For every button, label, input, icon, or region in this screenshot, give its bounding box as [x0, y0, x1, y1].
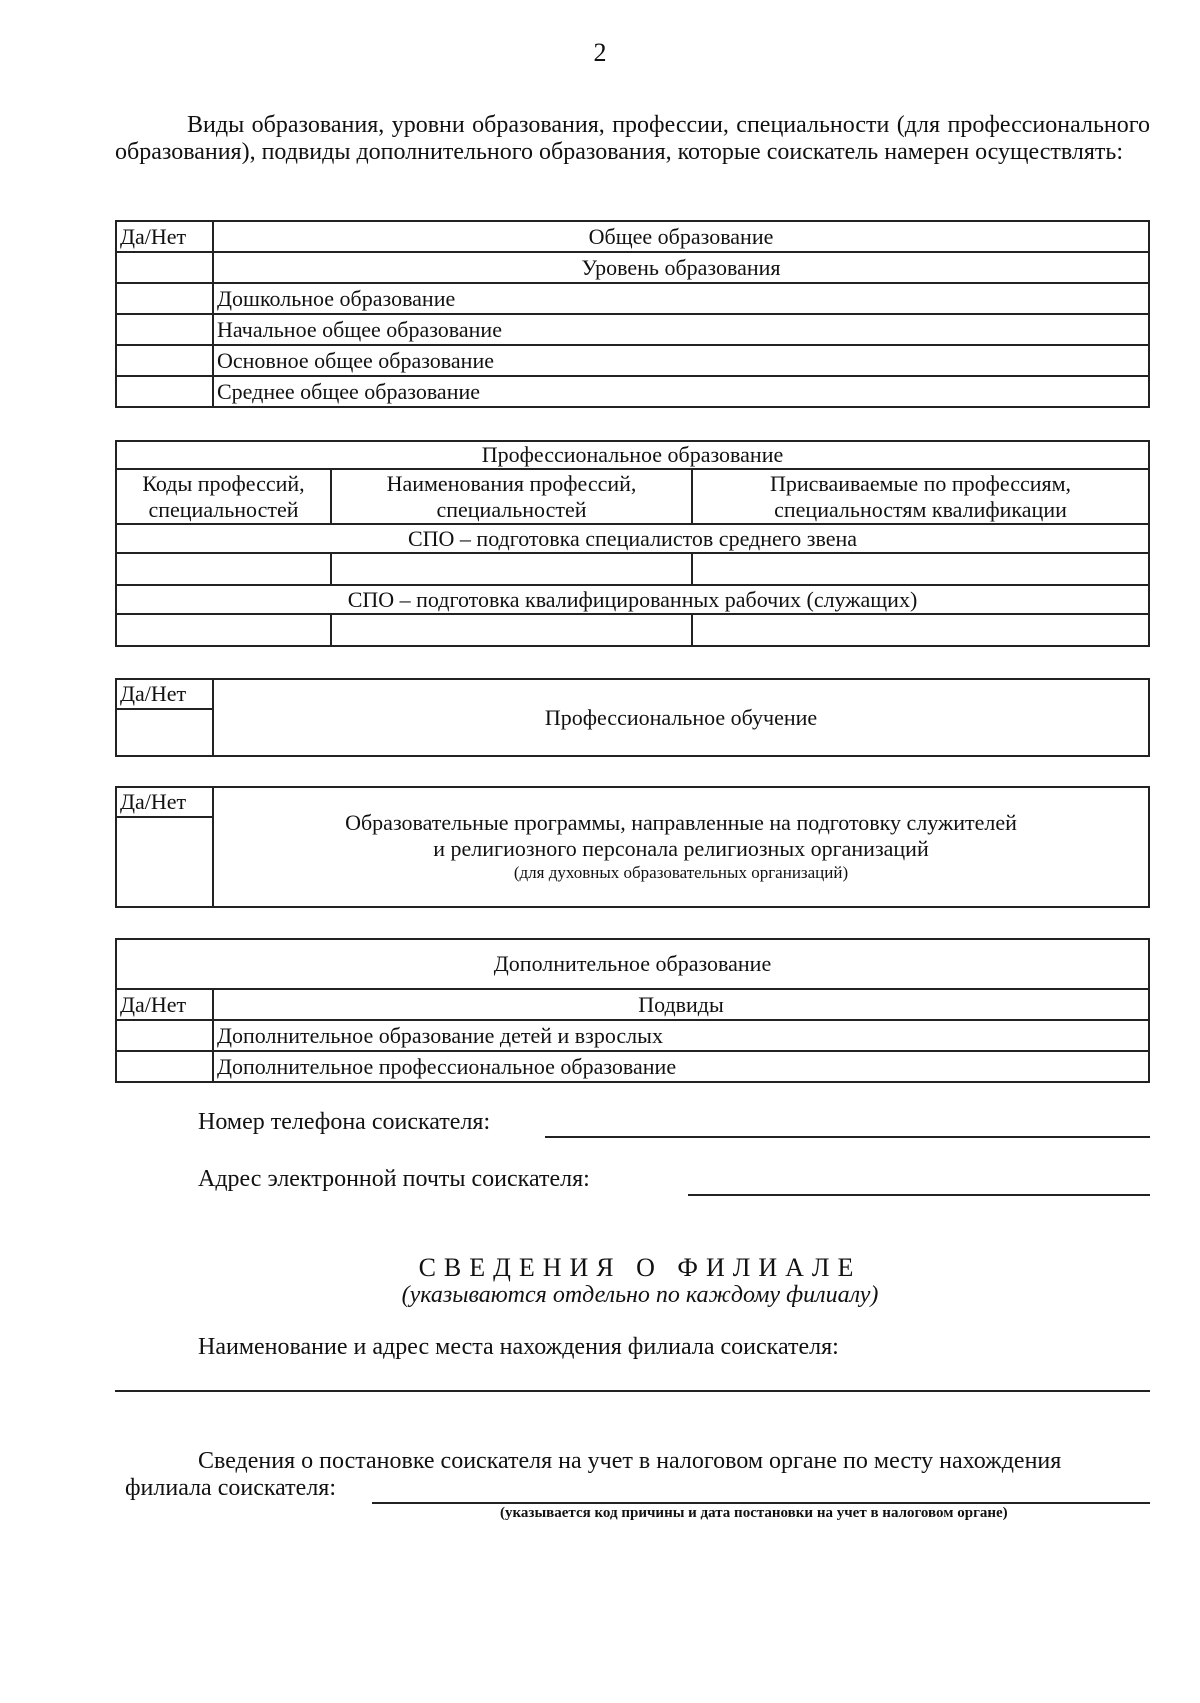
professional-training-table: [115, 678, 1150, 757]
religious-programs-table: [115, 786, 1150, 908]
spo-mid-code-cell[interactable]: [116, 553, 331, 585]
religious-line-1: Образовательные программы, направленные на подготовку служителей: [345, 810, 1017, 835]
page-number: 2: [593, 38, 607, 67]
spo-workers-code-cell[interactable]: [116, 614, 331, 646]
general-level-item: Основное общее образование: [213, 345, 1149, 376]
religious-description: [213, 787, 1149, 907]
general-yes-no-cell[interactable]: [116, 376, 213, 407]
general-education-table: [115, 220, 1150, 408]
branch-tax-input-line[interactable]: [372, 1502, 1150, 1504]
professional-education-table: [115, 440, 1150, 647]
religious-yes-no-label: Да/Нет: [117, 788, 212, 818]
intro-paragraph: Виды образования, уровни образования, профессии, специальности (для профессионального образования), подвиды дополнительного образования, которые соискатель намерен осуществлять:: [115, 112, 1150, 165]
training-yes-no-cell[interactable]: [116, 679, 213, 756]
spo-mid-qualification-cell[interactable]: [692, 553, 1149, 585]
professional-title: Профессиональное образование: [116, 441, 1149, 469]
branch-tax-note: (указывается код причины и дата постановки на учет в налоговом органе): [500, 1505, 1008, 1521]
general-yes-no-cell[interactable]: [116, 252, 213, 283]
professional-col-qualifications: Присваиваемые по профессиям, специальностям квалификации: [692, 469, 1149, 524]
additional-subtype-item: Дополнительное профессиональное образование: [213, 1051, 1149, 1082]
email-input-line[interactable]: [688, 1194, 1150, 1196]
additional-subtypes-header: Подвиды: [213, 989, 1149, 1020]
general-level-item: Дошкольное образование: [213, 283, 1149, 314]
religious-line-2: и религиозного персонала религиозных организаций: [433, 836, 929, 861]
spo-mid-name-cell[interactable]: [331, 553, 692, 585]
religious-yes-no-cell[interactable]: [116, 787, 213, 907]
spo-workers-header: СПО – подготовка квалифицированных рабочих (служащих): [116, 585, 1149, 614]
spo-workers-qualification-cell[interactable]: [692, 614, 1149, 646]
email-label: Адрес электронной почты соискателя:: [198, 1166, 590, 1192]
training-yes-no-label: Да/Нет: [117, 680, 212, 710]
general-yes-no-cell[interactable]: [116, 314, 213, 345]
phone-input-line[interactable]: [545, 1136, 1150, 1138]
additional-subtype-item: Дополнительное образование детей и взрослых: [213, 1020, 1149, 1051]
professional-col-codes: Коды профессий, специальностей: [116, 469, 331, 524]
additional-title: Дополнительное образование: [116, 939, 1149, 989]
additional-education-table: [115, 938, 1150, 1083]
branch-section-subtitle: (указываются отдельно по каждому филиалу): [401, 1282, 879, 1308]
general-title: Общее образование: [213, 221, 1149, 252]
training-title: Профессиональное обучение: [213, 679, 1149, 756]
branch-name-input-line[interactable]: [115, 1390, 1150, 1392]
religious-note: (для духовных образовательных организаций): [513, 863, 849, 882]
branch-section-title: СВЕДЕНИЯ О ФИЛИАЛЕ: [418, 1253, 862, 1282]
general-yes-no-cell[interactable]: [116, 283, 213, 314]
general-yes-no-cell[interactable]: [116, 345, 213, 376]
spo-mid-level-header: СПО – подготовка специалистов среднего звена: [116, 524, 1149, 553]
additional-yes-no-header: Да/Нет: [116, 989, 213, 1020]
general-level-item: Среднее общее образование: [213, 376, 1149, 407]
general-level-item: Начальное общее образование: [213, 314, 1149, 345]
phone-label: Номер телефона соискателя:: [198, 1109, 491, 1135]
branch-name-label: Наименование и адрес места нахождения филиала соискателя:: [198, 1334, 839, 1360]
general-level-header: Уровень образования: [213, 252, 1149, 283]
additional-yes-no-cell[interactable]: [116, 1020, 213, 1051]
general-yes-no-header: Да/Нет: [116, 221, 213, 252]
branch-tax-line-1: Сведения о постановке соискателя на учет в налоговом органе по месту нахождения: [198, 1448, 1062, 1474]
branch-tax-line-2: филиала соискателя:: [125, 1475, 337, 1501]
spo-workers-name-cell[interactable]: [331, 614, 692, 646]
professional-col-names: Наименования профессий, специальностей: [331, 469, 692, 524]
additional-yes-no-cell[interactable]: [116, 1051, 213, 1082]
